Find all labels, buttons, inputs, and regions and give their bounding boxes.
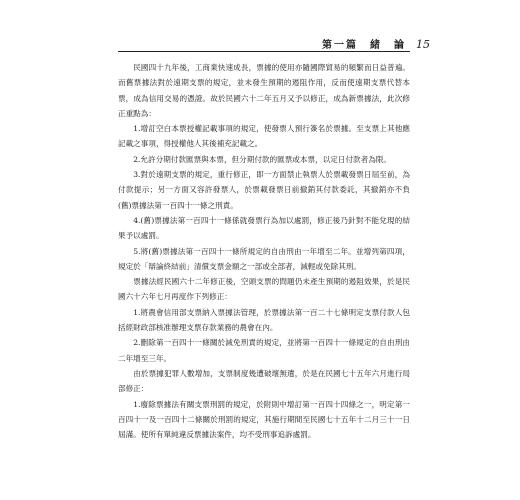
page-number: 15 <box>416 38 430 51</box>
list-item: 2.允許分期付款匯票與本票，但分期付款的匯票或本票，以定日付款者為限。 <box>133 154 392 164</box>
paragraph: 民國四十九年後，工商業快速成長，票據的使用亦隨國際貿易的頻繁而日益普遍。而舊票據法對於遠期支票的規定，並未發生預期的遏阻作用，反而使遠期支票代替本票，成為信用交易的憑證。故於民國六十二年五月又予以修正，成為新票據法，此次修正重點為： <box>118 63 410 118</box>
running-header <box>322 36 430 51</box>
list-item: 4.(舊)票據法第一百四十一條係就發票行為加以處罰，修正後乃針對不能兌現的結果予以處罰。 <box>118 215 410 241</box>
list-item: 2.刪除第一百四十一條關於減免刑責的規定，並將第一百四十一條規定的自由刑由二年增至三年。 <box>118 338 410 363</box>
page-body <box>118 60 410 442</box>
list-item: 1.廢除票據法有關支票刑罰的規定，於附則中增訂第一百四十四條之一，明定第一百四十一及一百四十二條關於刑罰的規定，其施行期間至民國七十五年十二月三十一日屆滿。使所有單純違反票據法案件，均不受刑事追訴處罰。 <box>118 399 410 440</box>
header-rule <box>118 51 410 52</box>
list-item: 1.將農會信用部支票納入票據法管理，於票據法第一百二十七條明定支票付款人包括經財政部核准辦理支票存款業務的農會在內。 <box>118 307 410 333</box>
paragraph: 由於票據犯罪人數增加，支票制度幾遭破壞無遺，於是在民國七十五年六月進行局部修正： <box>118 368 410 394</box>
list-item: 1.增訂空白本票授權記載事項的規定，使發票人預行簽名於票據。至支票上其他應記載之事項，得授權他人其後補充記載之。 <box>118 124 410 149</box>
list-item: 5.將(舊)票據法第一百四十一條所規定的自由刑由一年增至二年。並增列第四項，規定於「辯論終結前」清償支票金額之一部或全部者，減輕或免除其刑。 <box>118 246 410 271</box>
paragraph: 票據法經民國六十二年修正後，空頭支票的問題仍未產生預期的遏阻效果，於是民國六十六年七月再度作下列修正： <box>118 277 410 302</box>
chapter-title: 第一篇 緒 論 <box>322 40 406 51</box>
list-item: 3.對於遠期支票的規定，重行修正，即一方面禁止執票人於票載發票日屆至前，為付款提示；另一方面又容許發票人，於票載發票日前撤銷其付款委託，其撤銷亦不負(舊)票據法第一百四十一條之刑責。 <box>118 170 410 210</box>
